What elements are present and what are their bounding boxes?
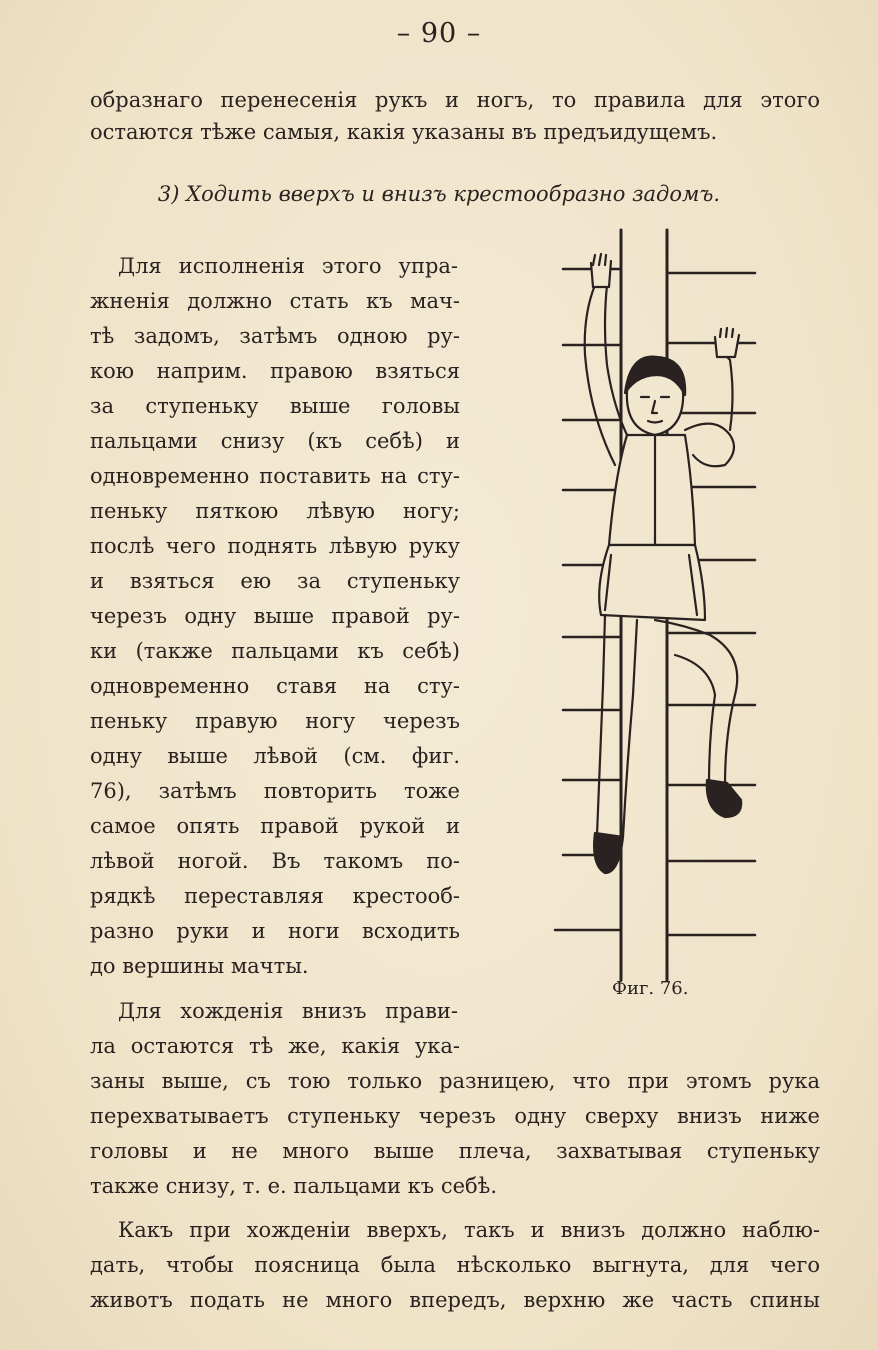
paragraph-line: самое опять правой рукой и [90,814,460,838]
paragraph-line: головы и не много выше плеча, захватывая ступеньку [90,1139,820,1163]
paragraph-line: одновременно ставя на сту- [90,674,460,698]
paragraph-line: Какъ при хожденіи вверхъ, такъ и внизъ должно наблю- [118,1218,820,1242]
paragraph-line: лѣвой ногой. Въ такомъ по- [90,849,460,873]
paragraph-line: жненія должно стать къ мач- [90,289,460,313]
paragraph-line: пеньку пяткою лѣвую ногу; [90,499,460,523]
paragraph-line: рядкѣ переставляя крестооб- [90,884,460,908]
paragraph-line: заны выше, съ тою только разницею, что при этомъ рука [90,1069,820,1093]
paragraph-line: за ступеньку выше головы [90,394,460,418]
paragraph-line: дать, чтобы поясница была нѣсколько выгнута, для чего [90,1253,820,1277]
paragraph-line: черезъ одну выше правой ру- [90,604,460,628]
paragraph-line: одну выше лѣвой (см. фиг. [90,744,460,768]
paragraph-line: Для исполненія этого упра- [118,254,458,278]
paragraph-line: Для хожденія внизъ прави- [118,999,458,1023]
intro-line: остаются тѣже самыя, какія указаны въ предъидущемъ. [90,120,718,144]
paragraph-line: животъ подать не много впередъ, верхню же часть спины [90,1288,820,1312]
figure-caption: Фиг. 76. [612,978,689,999]
paragraph-line: пеньку правую ногу черезъ [90,709,460,733]
paragraph-line: до вершины мачты. [90,954,309,978]
paragraph-line: разно руки и ноги всходить [90,919,460,943]
paragraph-line: ла остаются тѣ же, какія ука- [90,1034,460,1058]
paragraph-line: ки (также пальцами къ себѣ) [90,639,460,663]
paragraph-line: тѣ задомъ, затѣмъ одною ру- [90,324,460,348]
ladder-climber-illustration [545,225,775,985]
intro-line: образнаго перенесенія рукъ и ногъ, то правила для этого [90,88,820,112]
paragraph-line: и взяться ею за ступеньку [90,569,460,593]
section-heading: 3) Ходить вверхъ и внизъ крестообразно задомъ. [157,182,721,206]
paragraph-line: послѣ чего поднять лѣвую руку [90,534,460,558]
paragraph-line: также снизу, т. е. пальцами къ себѣ. [90,1174,497,1198]
paragraph-line: перехватываетъ ступеньку черезъ одну сверху внизъ ниже [90,1104,820,1128]
paragraph-line: одновременно поставить на сту- [90,464,460,488]
page-number: – 90 – [396,18,482,49]
paragraph-line: пальцами снизу (къ себѣ) и [90,429,460,453]
paragraph-line: 76), затѣмъ повторить тоже [90,779,460,803]
paragraph-line: кою наприм. правою взяться [90,359,460,383]
